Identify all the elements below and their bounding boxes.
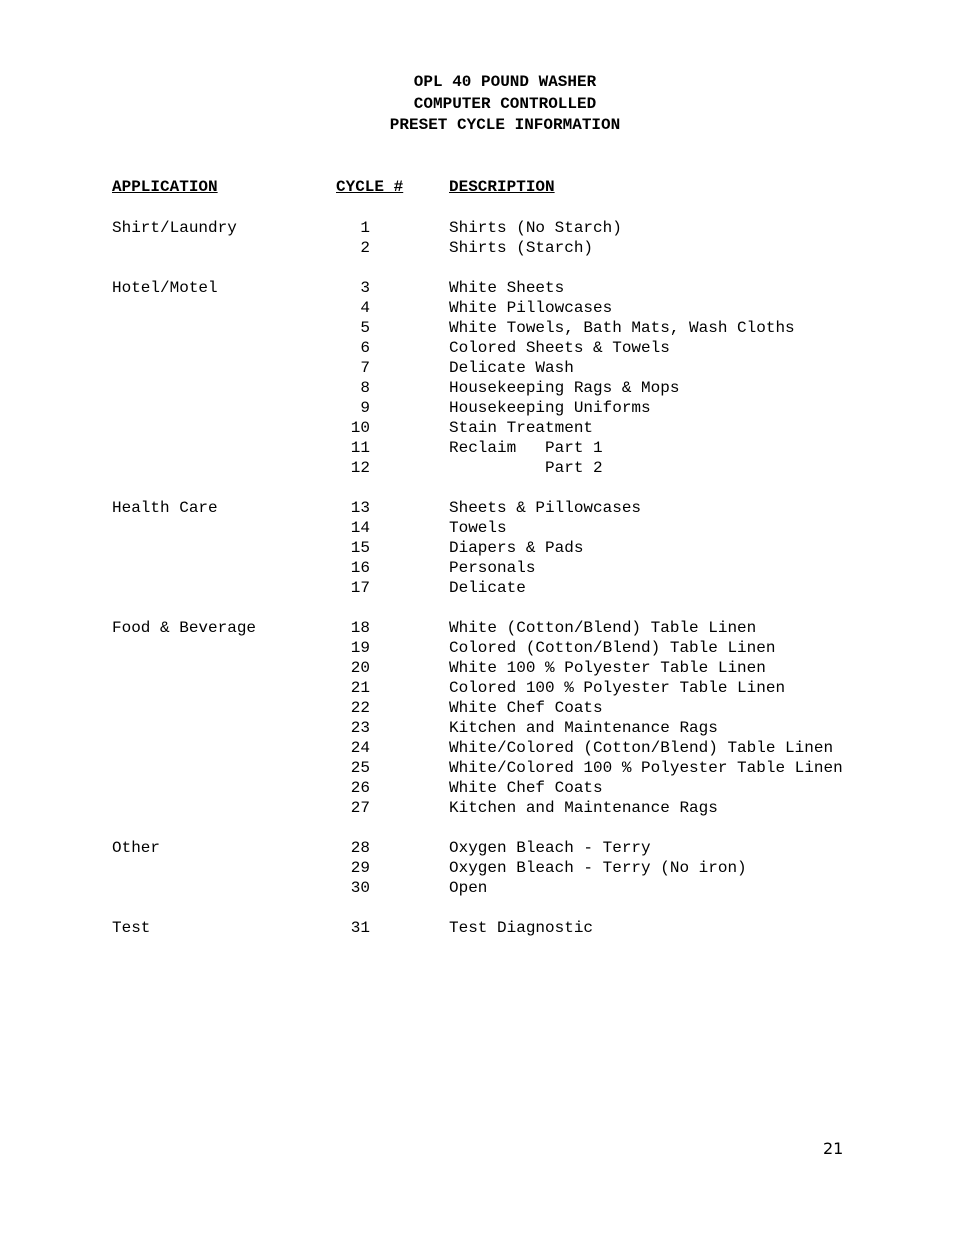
cycle-description: White Sheets	[449, 279, 565, 297]
application-name: Food & Beverage	[112, 619, 257, 637]
cycle-description: Delicate	[449, 579, 526, 597]
cycle-description: Housekeeping Rags & Mops	[449, 379, 680, 397]
cycle-description: White 100 % Polyester Table Linen	[449, 659, 766, 677]
cycle-number: 15	[350, 539, 370, 557]
table-row	[112, 918, 912, 938]
cycle-number: 27	[350, 799, 370, 817]
application-name: Hotel/Motel	[112, 279, 218, 297]
table-row	[112, 698, 912, 718]
cycle-description: Colored Sheets & Towels	[449, 339, 670, 357]
cycle-number: 13	[350, 499, 370, 517]
cycle-description: Personals	[449, 559, 536, 577]
table-row	[112, 498, 912, 518]
cycle-description: Kitchen and Maintenance Rags	[449, 799, 718, 817]
cycle-description: White Chef Coats	[449, 699, 603, 717]
table-row	[112, 758, 912, 778]
cycle-description: Shirts (Starch)	[449, 239, 594, 257]
header-cycle: CYCLE #	[336, 178, 404, 196]
cycle-number: 17	[350, 579, 370, 597]
title-line-3: PRESET CYCLE INFORMATION	[389, 116, 621, 134]
table-row	[112, 358, 912, 378]
cycle-description: White Chef Coats	[449, 779, 603, 797]
cycle-description: White Towels, Bath Mats, Wash Cloths	[449, 319, 795, 337]
table-row	[112, 538, 912, 558]
document-title	[0, 72, 954, 137]
cycle-number: 16	[350, 559, 370, 577]
application-group	[112, 278, 912, 478]
table-header-row	[112, 177, 912, 197]
cycle-number: 23	[350, 719, 370, 737]
cycle-number: 5	[360, 319, 370, 337]
cycle-description: White/Colored 100 % Polyester Table Linen	[449, 759, 843, 777]
table-row	[112, 458, 912, 478]
cycle-number: 19	[350, 639, 370, 657]
table-row	[112, 878, 912, 898]
table-row	[112, 578, 912, 598]
cycle-description: Shirts (No Starch)	[449, 219, 622, 237]
application-group	[112, 218, 912, 258]
page-number: 21	[823, 1139, 844, 1158]
cycle-number: 2	[360, 239, 370, 257]
table-row	[112, 298, 912, 318]
table-row	[112, 798, 912, 818]
cycle-description: Stain Treatment	[449, 419, 594, 437]
cycle-table	[112, 177, 912, 958]
table-row	[112, 378, 912, 398]
title-line-2: COMPUTER CONTROLLED	[413, 94, 597, 113]
table-row	[112, 218, 912, 238]
cycle-description: Oxygen Bleach - Terry (No iron)	[449, 859, 747, 877]
header-description: DESCRIPTION	[449, 178, 555, 196]
table-row	[112, 858, 912, 878]
cycle-number: 28	[350, 839, 370, 857]
table-row	[112, 278, 912, 298]
cycle-number: 11	[350, 439, 370, 457]
application-name: Test	[112, 919, 151, 937]
application-group	[112, 918, 912, 938]
cycle-number: 20	[350, 659, 370, 677]
cycle-description: Kitchen and Maintenance Rags	[449, 719, 718, 737]
table-row	[112, 778, 912, 798]
cycle-groups	[112, 218, 912, 938]
cycle-number: 8	[360, 379, 370, 397]
cycle-number: 10	[350, 419, 370, 437]
cycle-description: Reclaim Part 1	[449, 439, 603, 457]
table-row	[112, 838, 912, 858]
table-row	[112, 718, 912, 738]
cycle-number: 29	[350, 859, 370, 877]
cycle-number: 26	[350, 779, 370, 797]
cycle-description: Test Diagnostic	[449, 919, 594, 937]
cycle-number: 9	[360, 399, 370, 417]
table-row	[112, 338, 912, 358]
cycle-description: Sheets & Pillowcases	[449, 499, 642, 517]
table-row	[112, 438, 912, 458]
cycle-number: 18	[350, 619, 370, 637]
title-line-1: OPL 40 POUND WASHER	[413, 73, 597, 91]
table-row	[112, 738, 912, 758]
application-name: Shirt/Laundry	[112, 219, 237, 237]
cycle-description: Oxygen Bleach - Terry	[449, 839, 651, 857]
cycle-number: 31	[350, 919, 370, 937]
cycle-number: 1	[360, 219, 370, 237]
cycle-number: 21	[350, 679, 370, 697]
cycle-description: Colored 100 % Polyester Table Linen	[449, 679, 786, 697]
cycle-number: 6	[360, 339, 370, 357]
table-row	[112, 418, 912, 438]
cycle-number: 7	[360, 359, 370, 377]
cycle-number: 25	[350, 759, 370, 777]
cycle-description: Colored (Cotton/Blend) Table Linen	[449, 639, 776, 657]
application-group	[112, 618, 912, 818]
cycle-description: White Pillowcases	[449, 299, 613, 317]
application-group	[112, 498, 912, 598]
table-row	[112, 558, 912, 578]
cycle-number: 14	[350, 519, 370, 537]
cycle-description: Delicate Wash	[449, 359, 574, 377]
table-row	[112, 238, 912, 258]
cycle-number: 24	[350, 739, 370, 757]
table-row	[112, 318, 912, 338]
table-row	[112, 678, 912, 698]
cycle-description: Open	[449, 879, 488, 897]
table-row	[112, 518, 912, 538]
table-row	[112, 638, 912, 658]
cycle-description: Towels	[449, 519, 507, 537]
table-row	[112, 658, 912, 678]
cycle-number: 30	[350, 879, 370, 897]
application-name: Other	[112, 839, 161, 857]
cycle-description: White (Cotton/Blend) Table Linen	[449, 619, 757, 637]
header-application: APPLICATION	[112, 178, 218, 196]
application-name: Health Care	[112, 499, 218, 517]
table-row	[112, 618, 912, 638]
cycle-description: Part 2	[449, 459, 603, 477]
table-row	[112, 398, 912, 418]
cycle-number: 4	[360, 299, 370, 317]
application-group	[112, 838, 912, 898]
cycle-description: Housekeeping Uniforms	[449, 399, 651, 417]
cycle-description: White/Colored (Cotton/Blend) Table Linen	[449, 739, 834, 757]
cycle-number: 3	[360, 279, 370, 297]
cycle-description: Diapers & Pads	[449, 539, 584, 557]
cycle-number: 22	[350, 699, 370, 717]
cycle-number: 12	[350, 459, 370, 477]
